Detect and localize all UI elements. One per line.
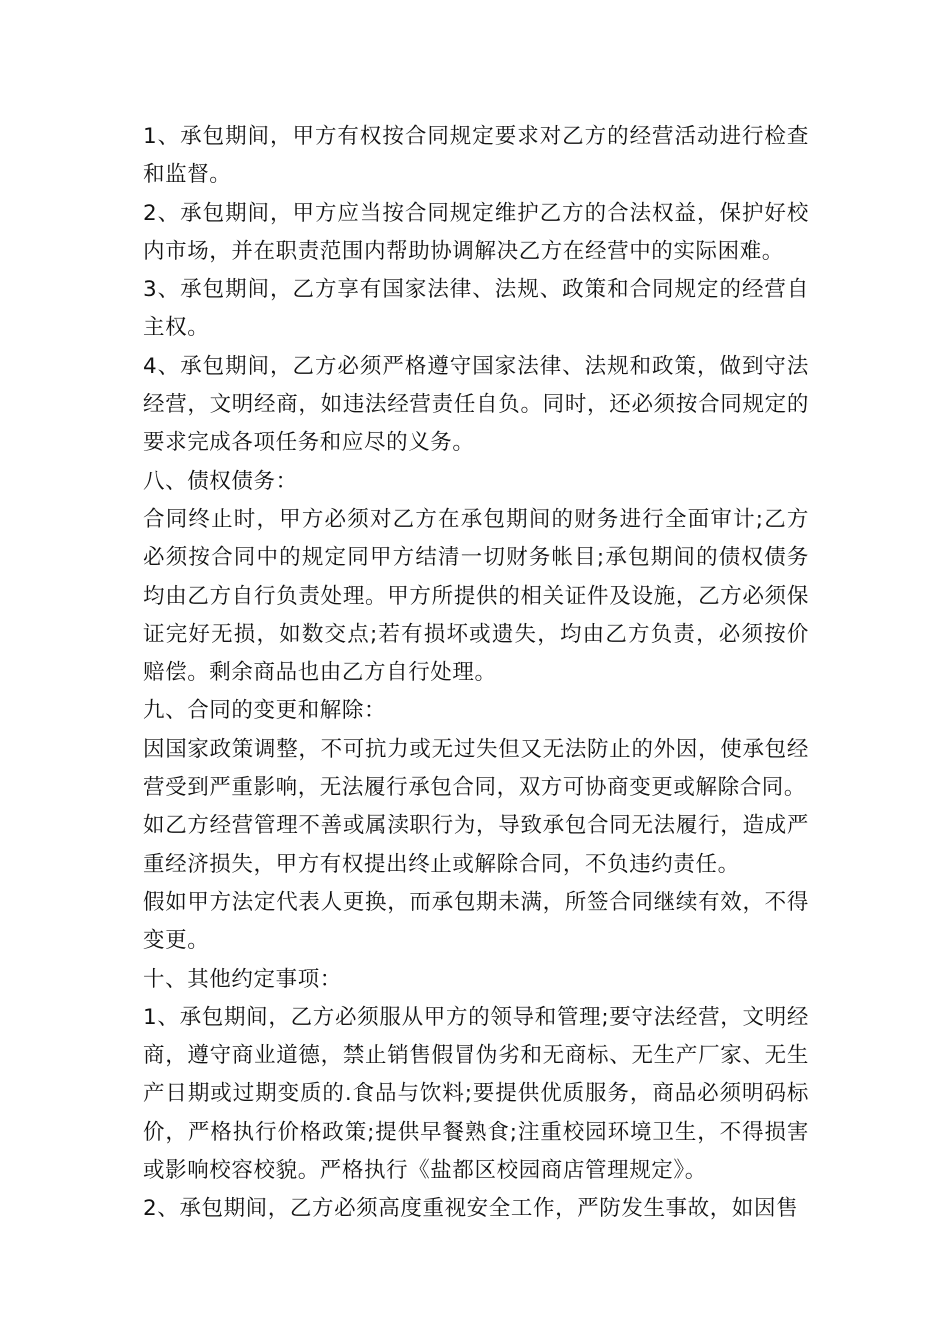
- clause-management-rules: 1、承包期间，乙方必须服从甲方的领导和管理;要守法经营，文明经商，遵守商业道德，禁止销售假冒伪劣和无商标、无生产厂家、无生产日期或过期变质的.食品与饮料;要提供优质服务，商品必须明码标价，严格执行价格政策;提供早餐熟食;注重校园环境卫生，不得损害或影响校容校貌。严格执行《盐都区校园商店管理规定》。: [143, 1004, 809, 1184]
- clause-yifang-compliance: 4、承包期间，乙方必须严格遵守国家法律、法规和政策，做到守法经营，文明经商，如违法经营责任自负。同时，还必须按合同规定的要求完成各项任务和应尽的义务。: [143, 353, 809, 456]
- clause-safety: 2、承包期间，乙方必须高度重视安全工作，严防发生事故，如因售: [143, 1196, 799, 1222]
- clause-representative-change: 假如甲方法定代表人更换，而承包期未满，所签合同继续有效，不得变更。: [143, 889, 809, 954]
- section-heading-contract-change: 九、合同的变更和解除：: [143, 698, 387, 724]
- section-heading-other-terms: 十、其他约定事项：: [143, 966, 342, 992]
- clause-jiafang-protection: 2、承包期间，甲方应当按合同规定维护乙方的合法权益，保护好校内市场，并在职责范围内帮助协调解决乙方在经营中的实际困难。: [143, 200, 809, 264]
- clause-debts-audit: 合同终止时，甲方必须对乙方在承包期间的财务进行全面审计;乙方必须按合同中的规定同甲方结清一切财务帐目;承包期间的债权债务均由乙方自行负责处理。甲方所提供的相关证件及设施，乙方必须保证完好无损，如数交点;若有损坏或遗失，均由乙方负责，必须按价赔偿。剩余商品也由乙方自行处理。: [143, 506, 809, 686]
- clause-yifang-autonomy: 3、承包期间，乙方享有国家法律、法规、政策和合同规定的经营自主权。: [143, 277, 809, 341]
- document-body: [143, 118, 809, 1229]
- section-heading-debts: 八、债权债务：: [143, 468, 298, 494]
- clause-termination: 如乙方经营管理不善或属渎职行为，导致承包合同无法履行，造成严重经济损失，甲方有权提出终止或解除合同，不负违约责任。: [143, 813, 809, 877]
- clause-force-majeure: 因国家政策调整，不可抗力或无过失但又无法防止的外因，使承包经营受到严重影响，无法履行承包合同，双方可协商变更或解除合同。: [143, 736, 809, 801]
- clause-jiafang-inspection: 1、承包期间，甲方有权按合同规定要求对乙方的经营活动进行检查和监督。: [143, 124, 809, 188]
